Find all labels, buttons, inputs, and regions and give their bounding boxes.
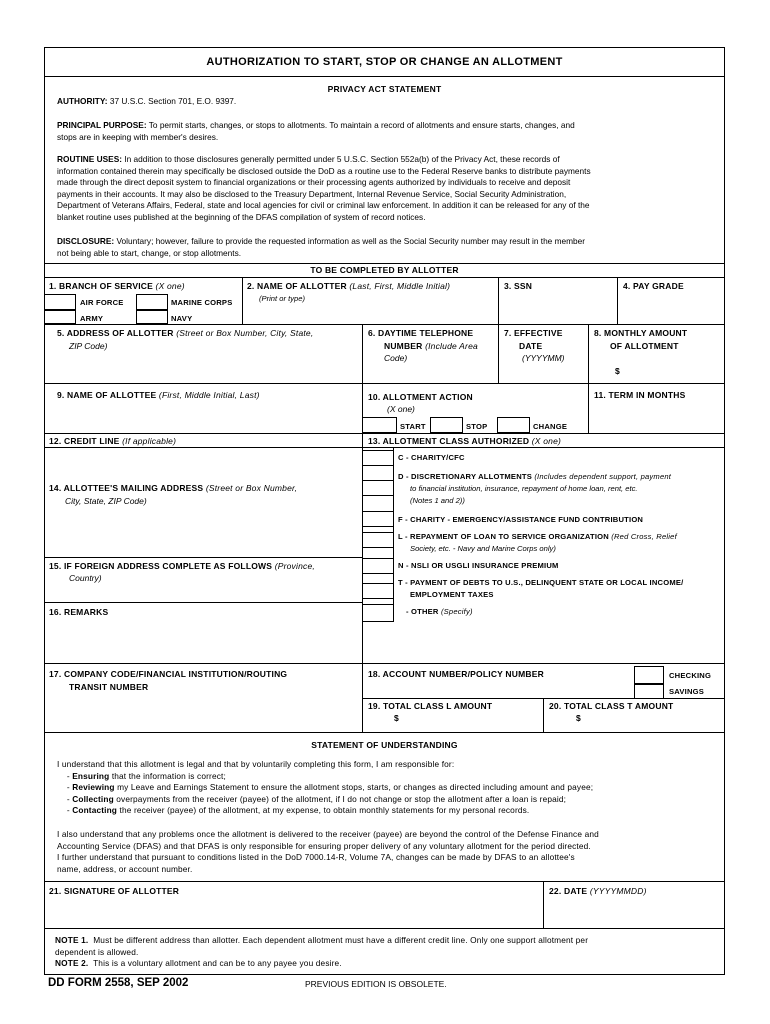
grid-line	[498, 324, 499, 383]
stop-label: STOP	[466, 422, 488, 431]
class-d-label: D - DISCRETIONARY ALLOTMENTS (Includes dependent support, payment	[398, 472, 672, 481]
row-divider	[44, 324, 725, 325]
monthly-amount-label-2: OF ALLOTMENT	[610, 341, 679, 351]
address-of-allotter-hint: ZIP Code)	[69, 341, 108, 351]
company-code-label-2: TRANSIT NUMBER	[69, 682, 149, 692]
effective-date-label: 7. EFFECTIVE	[504, 328, 563, 338]
monthly-amount-currency: $	[615, 366, 620, 376]
credit-line-label: 12. CREDIT LINE (If applicable)	[49, 436, 177, 446]
term-in-months-label: 11. TERM IN MONTHS	[594, 390, 686, 400]
army-checkbox[interactable]	[44, 310, 76, 324]
daytime-telephone-hint: Code)	[384, 353, 408, 363]
principal-purpose-text: PRINCIPAL PURPOSE: To permit starts, changes, or stops to allotments. To maintain a record of allotments and ensure starts, changes, and stops are in keeping with member's desires.	[57, 120, 575, 142]
change-label: CHANGE	[533, 422, 568, 431]
checking-label: CHECKING	[669, 671, 712, 680]
date-label: 22. DATE (YYYYMMDD)	[549, 886, 647, 896]
class-d-hint-2: (Notes 1 and 2))	[410, 496, 465, 505]
name-of-allottee-label: 9. NAME OF ALLOTTEE (First, Middle Initial, Last)	[57, 390, 260, 400]
marine-corps-checkbox[interactable]	[136, 294, 168, 310]
grid-line	[588, 324, 589, 383]
savings-checkbox[interactable]	[634, 684, 664, 699]
notes-text: NOTE 1. Must be different address than allotter. Each dependent allotment must have a different credit line. Only one support allotment per dependent is allowed. NOTE 2. This is a voluntary allotment and can be to any payee you desire.	[55, 935, 589, 969]
routine-uses-text: ROUTINE USES: In addition to those disclosures generally permitted under 5 U.S.C. Section 552a(b) of the Privacy Act, these records of information contained therein may specifically be disclosed outside the DoD as a routine use to the Federal Reserve banks to distribute payments made through the direct deposit system to financial organizations or their processing agents authorized by individuals to receive and deposit payments in their accounts. It may also be disclosed to the Treasury Department, Internal Revenue Service, Social Security Administration, Department of Veterans Affairs, Federal, state and local agencies for civil or criminal law enforcement. In addition it can be released for any of the blanket routine uses published at the beginning of the DFAS compilation of system of record notices.	[57, 154, 591, 222]
foreign-address-hint: Country)	[69, 573, 102, 583]
statement-text-2: I also understand that any problems once the allotment is delivered to the receiver (payee) are beyond the control of the Defense Finance and Accounting Service (DFAS) and that DFAS is only responsible for ensuring proper delivery of any voluntary allotment for the period directed. I further understand that pursuant to conditions listed in the DoD 7000.14-R, Volume 7A, changes can be made by DFAS to an allottee's name, address, or account number.	[57, 829, 599, 874]
total-class-t-currency: $	[576, 713, 581, 723]
class-other-label: - OTHER (Specify)	[406, 607, 473, 616]
class-t-label: T - PAYMENT OF DEBTS TO U.S., DELINQUENT STATE OR LOCAL INCOME/	[398, 578, 684, 587]
checking-checkbox[interactable]	[634, 666, 664, 684]
class-f-label: F - CHARITY - EMERGENCY/ASSISTANCE FUND CONTRIBUTION	[398, 515, 644, 524]
class-f-checkbox[interactable]	[362, 511, 394, 527]
navy-label: NAVY	[171, 314, 193, 323]
account-number-label: 18. ACCOUNT NUMBER/POLICY NUMBER	[368, 669, 544, 679]
row-divider	[44, 928, 725, 929]
class-c-label: C - CHARITY/CFC	[398, 453, 465, 462]
row-divider	[44, 663, 725, 664]
authority-text: AUTHORITY: 37 U.S.C. Section 701, E.O. 9397.	[57, 96, 237, 106]
name-of-allotter-hint: (Print or type)	[259, 294, 305, 303]
effective-date-hint: (YYYYMM)	[522, 353, 565, 363]
allotter-section-heading: TO BE COMPLETED BY ALLOTTER	[310, 265, 459, 275]
remarks-label: 16. REMARKS	[49, 607, 109, 617]
branch-of-service-label: 1. BRANCH OF SERVICE (X one)	[49, 281, 185, 291]
signature-label: 21. SIGNATURE OF ALLOTTER	[49, 886, 180, 896]
obsolete-notice: PREVIOUS EDITION IS OBSOLETE.	[305, 979, 447, 989]
total-class-l-currency: $	[394, 713, 399, 723]
grid-line	[588, 383, 589, 433]
grid-line	[617, 277, 618, 324]
grid-line	[543, 698, 544, 732]
savings-label: SAVINGS	[669, 687, 705, 696]
allotment-action-hint: (X one)	[387, 404, 415, 414]
section-divider	[44, 277, 725, 278]
row-divider	[44, 881, 725, 882]
row-divider	[44, 433, 725, 434]
class-d-checkbox[interactable]	[362, 480, 394, 496]
privacy-heading: PRIVACY ACT STATEMENT	[327, 84, 442, 94]
monthly-amount-label: 8. MONTHLY AMOUNT	[594, 328, 688, 338]
marine-corps-label: MARINE CORPS	[171, 298, 233, 307]
foreign-address-label: 15. IF FOREIGN ADDRESS COMPLETE AS FOLLOWS (Province,	[49, 561, 315, 571]
mailing-address-label: 14. ALLOTTEE'S MAILING ADDRESS (Street or Box Number,	[49, 483, 298, 493]
pay-grade-label: 4. PAY GRADE	[623, 281, 684, 291]
allotment-class-label: 13. ALLOTMENT CLASS AUTHORIZED (X one)	[368, 436, 562, 446]
change-checkbox[interactable]	[497, 417, 530, 433]
row-divider	[44, 447, 362, 448]
grid-line	[543, 881, 544, 928]
grid-line	[242, 277, 243, 324]
address-of-allotter-label: 5. ADDRESS OF ALLOTTER (Street or Box Number, City, State,	[57, 328, 314, 338]
allotment-action-label: 10. ALLOTMENT ACTION	[368, 392, 473, 402]
form-title: AUTHORIZATION TO START, STOP OR CHANGE AN ALLOTMENT	[206, 56, 563, 68]
form-id: DD FORM 2558, SEP 2002	[48, 977, 189, 989]
class-c-checkbox[interactable]	[362, 450, 394, 466]
army-label: ARMY	[80, 314, 104, 323]
disclosure-text: DISCLOSURE: Voluntary; however, failure to provide the requested information as well as the Social Security number may result in the member not being able to start, change, or stop allotments.	[57, 236, 586, 258]
grid-line	[498, 277, 499, 324]
class-l-hint: Society, etc. - Navy and Marine Corps only)	[410, 544, 556, 553]
row-divider	[44, 557, 362, 558]
statement-text: I understand that this allotment is legal and that by voluntarily completing this form, I am responsible for: - Ensuring that the information is correct; - Reviewing my Leave and Earnings Statement to ensure the allotment stops, starts, or changes as directed including amount and payee; - Collecting overpayments from the receiver (payee) of the allotment, if I do not change or stop the allotment after a loan is repaid; - Contacting the receiver (payee) of the allotment, at my expense, to obtain monthly statements for my personal records.	[57, 759, 594, 816]
stop-checkbox[interactable]	[430, 417, 463, 433]
name-of-allotter-label: 2. NAME OF ALLOTTER (Last, First, Middle Initial)	[247, 281, 451, 291]
daytime-telephone-label-2: NUMBER (Include Area	[384, 341, 478, 351]
mailing-address-hint: City, State, ZIP Code)	[65, 496, 147, 506]
class-n-label: N - NSLI OR USGLI INSURANCE PREMIUM	[398, 561, 559, 570]
class-t-checkbox[interactable]	[362, 583, 394, 599]
air-force-checkbox[interactable]	[44, 294, 76, 310]
section-divider	[44, 263, 725, 264]
effective-date-label-2: DATE	[519, 341, 543, 351]
navy-checkbox[interactable]	[136, 310, 168, 324]
total-class-t-label: 20. TOTAL CLASS T AMOUNT	[549, 701, 674, 711]
row-divider	[44, 732, 725, 733]
class-n-checkbox[interactable]	[362, 558, 394, 574]
row-divider	[44, 602, 362, 603]
class-other-checkbox[interactable]	[362, 604, 394, 622]
class-d-hint: to financial institution, insurance, repayment of home loan, rent, etc.	[410, 484, 638, 493]
daytime-telephone-label: 6. DAYTIME TELEPHONE	[368, 328, 474, 338]
statement-heading: STATEMENT OF UNDERSTANDING	[311, 740, 458, 750]
title-divider	[44, 76, 725, 77]
total-class-l-label: 19. TOTAL CLASS L AMOUNT	[368, 701, 493, 711]
class-l-label: L - REPAYMENT OF LOAN TO SERVICE ORGANIZATION (Red Cross, Relief	[398, 532, 677, 541]
start-checkbox[interactable]	[362, 417, 397, 433]
ssn-label: 3. SSN	[504, 281, 533, 291]
start-label: START	[400, 422, 426, 431]
class-t-label-2: EMPLOYMENT TAXES	[410, 590, 494, 599]
row-divider	[362, 447, 725, 448]
company-code-label: 17. COMPANY CODE/FINANCIAL INSTITUTION/ROUTING	[49, 669, 288, 679]
row-divider	[44, 383, 725, 384]
grid-line	[362, 324, 363, 383]
class-l-checkbox[interactable]	[362, 532, 394, 548]
air-force-label: AIR FORCE	[80, 298, 124, 307]
